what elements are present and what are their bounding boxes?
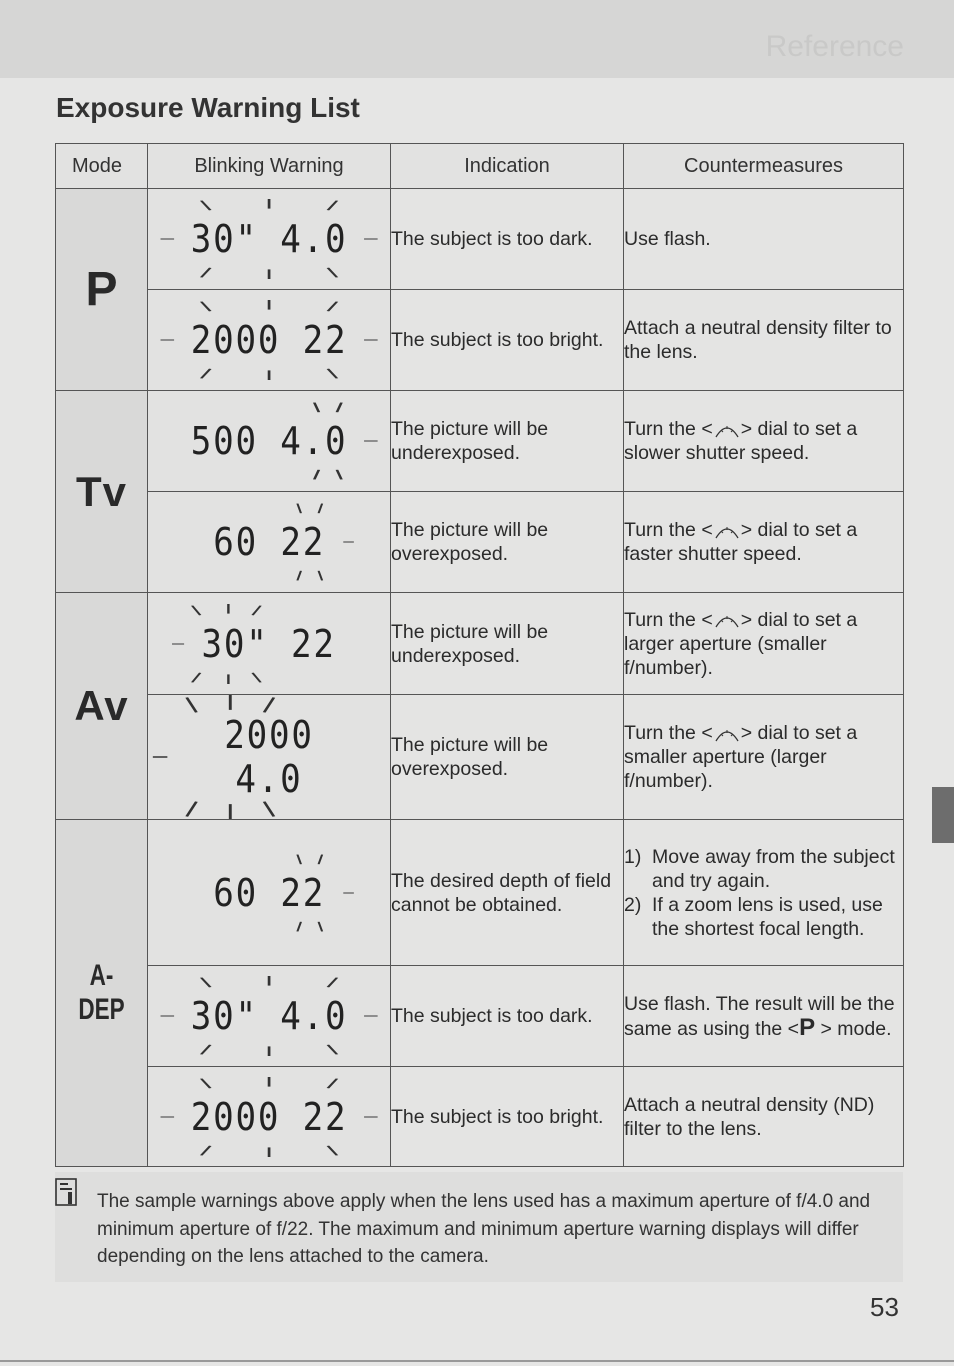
countermeasure-cell bbox=[624, 820, 904, 966]
header-indication: Indication bbox=[391, 144, 624, 189]
countermeasure-text-post: > dial to set a larger aperture (smaller f/number). bbox=[624, 608, 858, 679]
lcd-readout: 2000 22 bbox=[190, 318, 348, 362]
countermeasure-text: Attach a neutral density (ND) filter to the lens. bbox=[624, 1093, 875, 1140]
p-mode-symbol: P bbox=[799, 1013, 816, 1041]
lcd-display bbox=[156, 401, 382, 481]
countermeasure-text-post: > dial to set a slower shutter speed. bbox=[624, 418, 858, 464]
mode-label-av: Av bbox=[74, 682, 129, 729]
main-dial-icon bbox=[713, 421, 741, 439]
table-row bbox=[56, 593, 904, 695]
list-item-text: If a zoom lens is used, use the shortest focal length. bbox=[652, 893, 883, 940]
lcd-readout: 2000 4.0 bbox=[224, 713, 314, 801]
lcd-display bbox=[181, 853, 357, 933]
countermeasure-text-pre: Turn the < bbox=[624, 608, 713, 631]
memo-icon bbox=[55, 1178, 77, 1206]
blinking-warning-cell bbox=[148, 1067, 391, 1167]
countermeasure-cell bbox=[624, 966, 904, 1067]
countermeasure-cell bbox=[624, 391, 904, 492]
table-row bbox=[56, 391, 904, 492]
indication-cell: The subject is too dark. bbox=[391, 966, 624, 1067]
main-dial-icon bbox=[713, 522, 741, 540]
lcd-display bbox=[156, 300, 382, 380]
lcd-display bbox=[148, 695, 390, 819]
countermeasure-text-post: > dial to set a smaller aperture (larger f/number). bbox=[624, 722, 858, 792]
lcd-display bbox=[156, 199, 382, 279]
header-mode: Mode bbox=[56, 144, 148, 189]
blinking-warning-cell bbox=[148, 492, 391, 593]
lcd-readout: 60 22 bbox=[213, 520, 325, 564]
table-row bbox=[56, 820, 904, 966]
countermeasure-text-post: > dial to set a faster shutter speed. bbox=[624, 519, 858, 565]
bottom-rule bbox=[0, 1360, 954, 1362]
mode-label-tv: Tv bbox=[75, 467, 127, 515]
main-dial-icon bbox=[713, 611, 741, 629]
lcd-readout: 500 4.0 bbox=[190, 419, 348, 463]
countermeasure-cell bbox=[624, 695, 904, 820]
blinking-warning-cell bbox=[148, 966, 391, 1067]
main-dial-icon bbox=[713, 725, 741, 743]
indication-cell: The subject is too bright. bbox=[391, 1067, 624, 1167]
countermeasure-cell bbox=[624, 492, 904, 593]
countermeasure-cell bbox=[624, 593, 904, 695]
exposure-warning-table bbox=[55, 143, 904, 1167]
blinking-warning-cell bbox=[148, 290, 391, 391]
lcd-display bbox=[156, 1077, 382, 1157]
list-item-number: 1) bbox=[624, 845, 642, 868]
mode-cell-adep bbox=[56, 820, 148, 1167]
mode-cell-p bbox=[56, 189, 148, 391]
blinking-warning-cell bbox=[148, 695, 391, 820]
table-row bbox=[56, 1067, 904, 1167]
table-row bbox=[56, 290, 904, 391]
table-row bbox=[56, 966, 904, 1067]
countermeasure-text-pre: Turn the < bbox=[624, 722, 713, 744]
countermeasure-cell bbox=[624, 1067, 904, 1167]
countermeasure-text-pre: Turn the < bbox=[624, 418, 713, 440]
countermeasure-text-post: > mode. bbox=[815, 1017, 892, 1040]
lcd-readout: 30" 4.0 bbox=[190, 994, 348, 1038]
page-title: Exposure Warning List bbox=[56, 92, 360, 123]
lcd-readout: 60 22 bbox=[213, 870, 325, 915]
list-item-number: 2) bbox=[624, 893, 642, 916]
note-text: The sample warnings above apply when the lens used has a maximum aperture of f/4.0 and minimum aperture of f/22. The maximum and minimum aperture warning displays will differ depending on the lens attached to the camera. bbox=[97, 1191, 871, 1267]
indication-cell: The subject is too dark. bbox=[391, 189, 624, 290]
blinking-warning-cell bbox=[148, 391, 391, 492]
mode-label-adep: A-DEP bbox=[78, 959, 125, 1026]
indication-cell: The picture will be overexposed. bbox=[391, 492, 624, 593]
countermeasure-list-item bbox=[624, 845, 903, 893]
countermeasure-list-item bbox=[624, 893, 903, 941]
lcd-readout: 30" 4.0 bbox=[190, 217, 348, 261]
indication-cell: The picture will be underexposed. bbox=[391, 593, 624, 695]
indication-cell: The picture will be overexposed. bbox=[391, 695, 624, 820]
blinking-warning-cell bbox=[148, 820, 391, 966]
note-box bbox=[55, 1172, 903, 1282]
countermeasure-text-pre: Use flash. The result will be the same as using the < bbox=[624, 992, 895, 1040]
lcd-readout: 30" 22 bbox=[201, 621, 337, 666]
header-blinking-warning: Blinking Warning bbox=[148, 144, 391, 189]
lcd-display bbox=[181, 502, 357, 582]
lcd-display bbox=[156, 976, 382, 1056]
countermeasure-text: Use flash. bbox=[624, 228, 711, 250]
table-header-row bbox=[56, 144, 904, 189]
blinking-warning-cell bbox=[148, 593, 391, 695]
countermeasure-text-pre: Turn the < bbox=[624, 519, 713, 541]
list-item-text: Move away from the subject and try again. bbox=[652, 845, 895, 892]
section-side-tab bbox=[932, 787, 954, 843]
indication-cell: The picture will be underexposed. bbox=[391, 391, 624, 492]
table-row bbox=[56, 189, 904, 290]
header-ghost-text: Reference bbox=[765, 30, 904, 63]
blinking-warning-cell bbox=[148, 189, 391, 290]
lcd-readout: 2000 22 bbox=[190, 1094, 348, 1139]
indication-cell: The desired depth of field cannot be obtained. bbox=[391, 820, 624, 966]
header-countermeasures: Countermeasures bbox=[624, 144, 904, 189]
header-band bbox=[0, 0, 954, 78]
mode-cell-tv bbox=[56, 391, 148, 593]
mode-label-p: P bbox=[85, 263, 118, 316]
table-row bbox=[56, 695, 904, 820]
lcd-display bbox=[168, 604, 369, 684]
table-row bbox=[56, 492, 904, 593]
indication-cell: The subject is too bright. bbox=[391, 290, 624, 391]
mode-cell-av bbox=[56, 593, 148, 820]
page-number: 53 bbox=[870, 1292, 899, 1322]
countermeasure-text: Attach a neutral density filter to the lens. bbox=[624, 317, 892, 363]
countermeasure-cell bbox=[624, 290, 904, 391]
countermeasure-cell bbox=[624, 189, 904, 290]
